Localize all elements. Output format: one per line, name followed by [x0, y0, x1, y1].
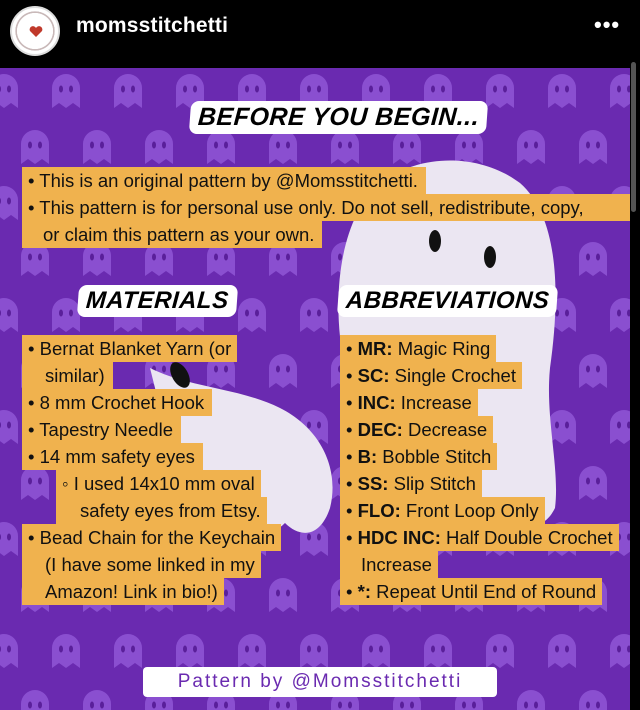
material-item: • Bead Chain for the Keychain — [22, 524, 281, 551]
heart-icon — [29, 26, 43, 38]
post-header — [0, 0, 640, 62]
abbreviations-heading: ABBREVIATIONS — [337, 285, 559, 317]
abbreviation-item: • *: Repeat Until End of Round — [340, 578, 602, 605]
username-link[interactable]: momsstitchetti — [76, 14, 229, 37]
abbreviation-item: • B: Bobble Stitch — [340, 443, 497, 470]
material-subitem-continued: safety eyes from Etsy. — [56, 497, 267, 524]
pattern-credit: Pattern by @Momsstitchetti — [143, 667, 497, 697]
material-item: • 14 mm safety eyes — [22, 443, 203, 470]
post-image — [0, 68, 630, 710]
abbreviation-item: • MR: Magic Ring — [340, 335, 496, 362]
abbreviation-item: • INC: Increase — [340, 389, 478, 416]
abbreviation-item: • HDC INC: Half Double Crochet — [340, 524, 619, 551]
abbreviation-item: • SC: Single Crochet — [340, 362, 522, 389]
material-item: • 8 mm Crochet Hook — [22, 389, 212, 416]
scrollbar[interactable] — [631, 62, 636, 212]
material-subitem: ◦ I used 14x10 mm oval — [56, 470, 261, 497]
material-item-continued: Amazon! Link in bio!) — [22, 578, 224, 605]
abbreviation-item: • DEC: Decrease — [340, 416, 493, 443]
abbreviation-item-continued: Increase — [340, 551, 438, 578]
intro-item: • This is an original pattern by @Momsstitchetti. — [22, 167, 426, 194]
profile-avatar[interactable] — [10, 6, 60, 56]
abbreviation-item: • FLO: Front Loop Only — [340, 497, 545, 524]
material-item: • Tapestry Needle — [22, 416, 181, 443]
material-item-continued: (I have some linked in my — [22, 551, 261, 578]
intro-item-continued: or claim this pattern as your own. — [22, 221, 322, 248]
more-options-button[interactable]: ••• — [594, 12, 621, 37]
material-item-continued: similar) — [22, 362, 113, 389]
intro-item: • This pattern is for personal use only. Do not sell, redistribute, copy, — [22, 194, 630, 221]
page-title: BEFORE YOU BEGIN... — [189, 101, 489, 134]
material-item: • Bernat Blanket Yarn (or — [22, 335, 237, 362]
materials-heading: MATERIALS — [77, 285, 238, 317]
abbreviation-item: • SS: Slip Stitch — [340, 470, 482, 497]
